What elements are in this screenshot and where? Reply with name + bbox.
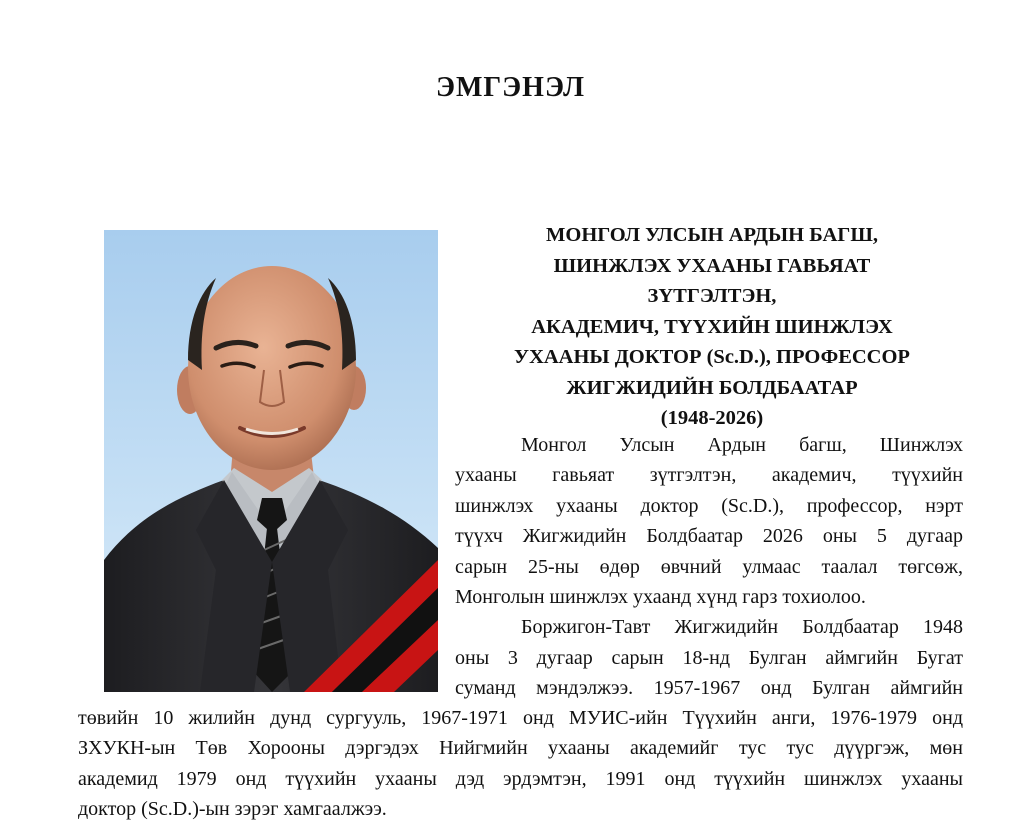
paragraph-line: шинжлэх ухааны доктор (Sc.D.), профессор, нэрт: [455, 494, 963, 517]
paragraph-line: төвийн 10 жилийн дунд сургууль, 1967-1971 онд МУИС-ийн Түүхийн анги, 1976-1979 онд: [78, 707, 963, 729]
paragraph-line: суманд мэндэлжээ. 1957-1967 онд Булган аймгийн: [455, 677, 963, 700]
paragraph-line: түүхч Жигжидийн Болдбаатар 2026 оны 5 дугаар: [455, 525, 963, 548]
page-title: ЭМГЭНЭЛ: [435, 72, 586, 103]
heading-line: ЖИГЖИДИЙН БОЛДБААТАР: [566, 376, 858, 399]
heading-line: УХААНЫ ДОКТОР (Sc.D.), ПРОФЕССОР: [514, 346, 910, 368]
paragraph-line: ухааны гавьяат зүтгэлтэн, академич, түүхийн: [455, 464, 963, 487]
paragraph-1: [455, 430, 963, 704]
paragraph-line: Монголын шинжлэх ухаанд хүнд гарз тохиолоо.: [455, 586, 866, 609]
paragraph-line: сарын 25-ны өдөр өвчний улмаас таалал төгсөж,: [455, 555, 963, 578]
paragraph-line: академид 1979 онд түүхийн ухааны дэд эрдэмтэн, 1991 онд түүхийн шинжлэх ухааны: [78, 767, 963, 790]
paragraph-2-continued: [78, 703, 963, 825]
portrait-photo: [104, 230, 438, 692]
obituary-heading: [452, 220, 972, 434]
paragraph-line: ЗХУКН-ын Төв Хорооны дэргэдэх Нийгмийн ухааны академийг тус тус дүүргэж, мөн: [78, 737, 963, 760]
paragraph-line: оны 3 дугаар сарын 18-нд Булган аймгийн Бугат: [455, 646, 963, 669]
paragraph-line: Монгол Улсын Ардын багш, Шинжлэх: [521, 434, 963, 456]
paragraph-line: доктор (Sc.D.)-ын зэрэг хамгаалжээ.: [78, 798, 387, 821]
heading-line: АКАДЕМИЧ, ТҮҮХИЙН ШИНЖЛЭХ: [531, 315, 893, 338]
heading-line: МОНГОЛ УЛСЫН АРДЫН БАГШ,: [546, 224, 878, 246]
heading-line: ШИНЖЛЭХ УХААНЫ ГАВЬЯАТ: [553, 254, 871, 277]
paragraph-line: Боржигон-Тавт Жигжидийн Болдбаатар 1948: [521, 616, 963, 639]
heading-line: ЗҮТГЭЛТЭН,: [647, 285, 777, 307]
heading-line: (1948-2026): [660, 407, 764, 429]
